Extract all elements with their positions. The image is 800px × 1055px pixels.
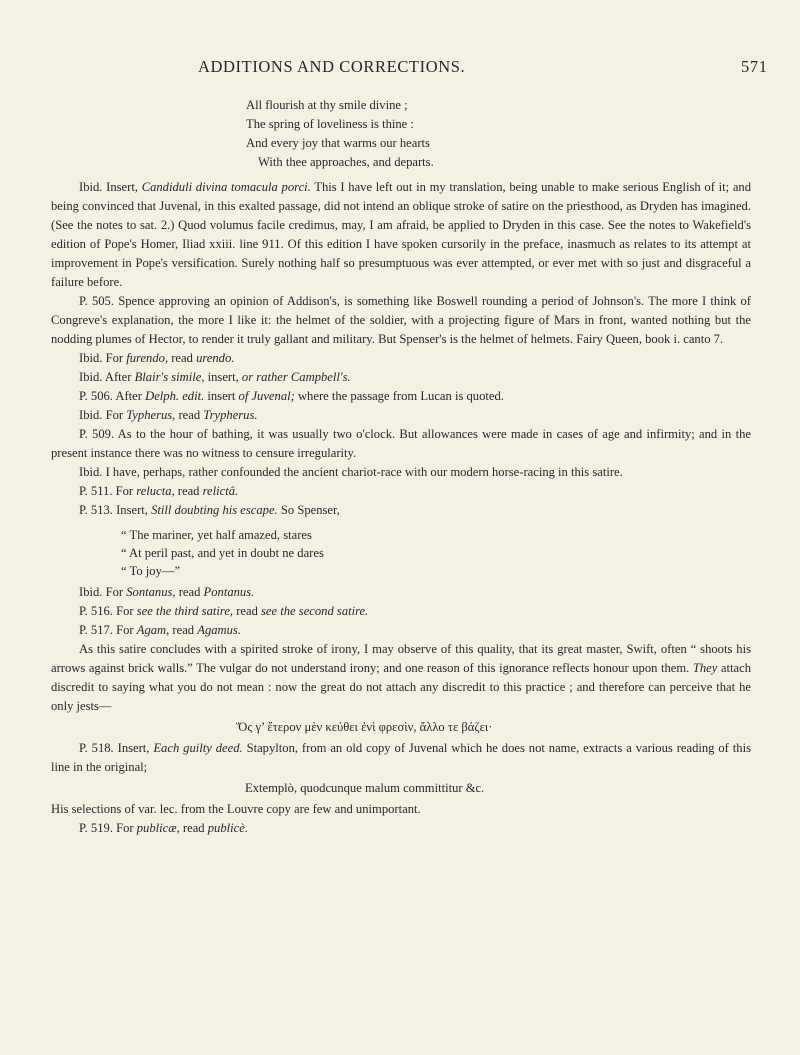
entry-text: Ibid. Insert, (79, 180, 142, 194)
entry-text: read (168, 351, 197, 365)
entry-italic: of Juvenal; (238, 389, 295, 403)
spenser-quote (51, 526, 751, 580)
entry-italic: Agamus. (197, 623, 241, 637)
entry-text: read (233, 604, 262, 618)
entry-text: Ibid. For (79, 351, 127, 365)
entry-text: P. 511. For (79, 484, 137, 498)
entry-italic: Sontanus, (126, 585, 176, 599)
entry-italic: Blair's simile, (134, 370, 205, 384)
entry-text: P. 513. Insert, (79, 503, 152, 517)
entry-italic: Still doubting his escape. (151, 503, 278, 517)
entry-paragraph (51, 621, 751, 640)
entry-text: read (179, 821, 208, 835)
entry-text: Ibid. After (79, 370, 135, 384)
entry-paragraph (51, 463, 751, 482)
entry-paragraph (51, 368, 751, 387)
entry-text: where the passage from Lucan is quoted. (294, 389, 504, 403)
entry-paragraph (51, 349, 751, 368)
entry-paragraph (51, 583, 751, 602)
entry-text: This I have left out in my translation, being unable to make serious English of it; and being convinced that Juvenal, in this exalted passage, did not intend an oblique stroke of satire on the priesthood, as Dryden has imagined. (See the notes to sat. 2.) Quod volumus facile credimus, may, I am afraid, be applied to Dryden in this case. See the notes to Wakefield's edition of Pope's Homer, Iliad xxiii. line 911. Of this edition I have spoken cursorily in the preface, inasmuch as relates to its attempt at improvement in Pope's versification. Surely nothing half so presumptuous was ever attempted, or ever met with so just and disgraceful a failure before. (51, 180, 751, 289)
entry-text: P. 506. After (79, 389, 146, 403)
entry-italic: Trypherus. (203, 408, 258, 422)
entry-text: read (175, 408, 204, 422)
entry-text: P. 516. For (79, 604, 137, 618)
entry-italic: Each guilty deed. (153, 741, 243, 755)
entry-text: Stapylton, from an old copy of Juvenal which he does not name, extracts a various reading of this line in the original; (51, 741, 751, 774)
verse-line: All flourish at thy smile divine ; (246, 98, 408, 112)
entry-paragraph (51, 425, 751, 463)
entry-paragraph (51, 482, 751, 501)
entry-italic: see the third satire, (136, 604, 234, 618)
entry-paragraph (51, 819, 751, 838)
greek-quote: Ὅς γ’ ἕτερον μὲν κεύθει ἐνὶ φρεσὶν, ἄλλο τε βάζει· (236, 720, 493, 734)
entry-paragraph (51, 739, 751, 777)
entry-text: read (174, 484, 203, 498)
entry-text: P. 517. For (79, 623, 137, 637)
entry-paragraph (51, 387, 751, 406)
entry-italic: Candiduli divina tomacula porci. (141, 180, 311, 194)
entry-italic: relictâ. (202, 484, 239, 498)
entry-italic: publicè. (207, 821, 248, 835)
entry-text: Ibid. For (79, 585, 127, 599)
entry-text: insert (204, 389, 239, 403)
entry-text: read (175, 585, 204, 599)
entry-italic: Typherus, (126, 408, 176, 422)
entry-paragraph (51, 640, 751, 716)
entry-italic: They (692, 661, 718, 675)
entry-italic: Pontanus. (203, 585, 255, 599)
entry-paragraph (51, 292, 751, 349)
entry-text: insert, (204, 370, 242, 384)
entry-text: P. 509. As to the hour of bathing, it was usually two o'clock. But allowances were made in cases of age and infirmity; and in the present instance there was no witness to censure irregularity. (51, 427, 751, 460)
page-number: 571 (741, 57, 768, 76)
page-body (51, 96, 751, 838)
quote-line: “ The mariner, yet half amazed, stares (121, 528, 312, 542)
entry-paragraph (51, 501, 751, 520)
entry-text: read (169, 623, 198, 637)
header-title: ADDITIONS AND CORRECTIONS. (198, 57, 466, 76)
entry-text: P. 519. For (79, 821, 137, 835)
entry-italic: furendo, (126, 351, 169, 365)
verse-line: And every joy that warms our hearts (246, 136, 430, 150)
running-header (0, 57, 800, 79)
entry-paragraph (51, 178, 751, 292)
entry-text: Ibid. I have, perhaps, rather confounded the ancient chariot-race with our modern horse-racing in this satire. (79, 465, 623, 479)
quote-line: “ To joy—” (121, 564, 181, 578)
entry-text: As this satire concludes with a spirited stroke of irony, I may observe of this quality, that its great master, Swift, often “ shoots his arrows against brick walls.” The vulgar do not understand irony; and one reason of this ignorance reflects honour upon them. (51, 642, 751, 675)
entry-italic: Agam, (136, 623, 170, 637)
entry-text: P. 505. Spence approving an opinion of Addison's, is something like Boswell rounding a period of Johnson's. The more I think of Congreve's explanation, the more I like it: the helmet of the soldier, with a projecting figure of Mars in front, wanted nothing but the nodding plumes of Hector, to render it truly gallant and military. But Spenser's is the helmet of helmets. Fairy Queen, book i. canto 7. (51, 294, 751, 346)
entry-text: So Spenser, (277, 503, 340, 517)
entry-italic: publicæ, (136, 821, 180, 835)
verse-line: The spring of loveliness is thine : (246, 117, 414, 131)
entry-text: His selections of var. lec. from the Louvre copy are few and unimportant. (51, 802, 421, 816)
entry-italic: see the second satire. (261, 604, 369, 618)
entry-paragraph (51, 602, 751, 621)
verse-line: With thee approaches, and departs. (258, 155, 434, 169)
entry-italic: urendo. (196, 351, 235, 365)
verse-stanza (51, 96, 751, 172)
entry-paragraph (51, 800, 751, 819)
latin-quote: Extemplò, quodcunque malum committitur &c. (245, 781, 485, 795)
quote-line: “ At peril past, and yet in doubt ne dares (121, 546, 324, 560)
entry-text: P. 518. Insert, (79, 741, 154, 755)
entry-italic: relucta, (136, 484, 175, 498)
entry-text: Ibid. For (79, 408, 127, 422)
entry-italic: Delph. edit. (145, 389, 205, 403)
entry-italic: or rather Campbell's. (241, 370, 351, 384)
entry-text: attach discredit to saying what you do not mean : now the great do not attach any discredit to this practice ; and therefore can perceive that he only jests— (51, 661, 751, 713)
entry-paragraph (51, 406, 751, 425)
